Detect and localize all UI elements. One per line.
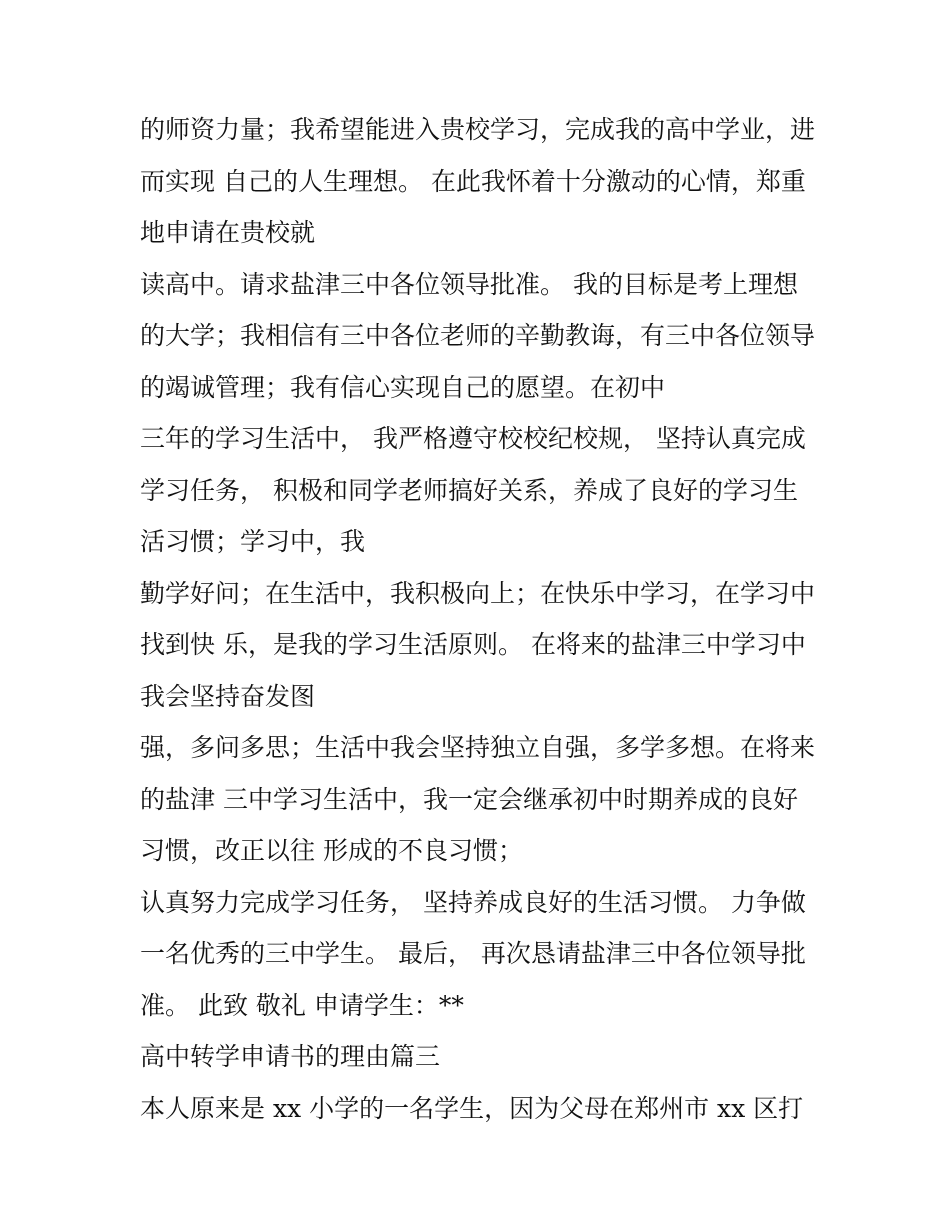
text-line: 读高中。请求盐津三中各位领导批准。 我的目标是考上理想 [140,269,798,299]
text-line: 习惯，改正以往 形成的不良习惯； [140,836,523,865]
text-line: 地申请在贵校就 [140,218,316,247]
text-line: 认真努力完成学习任务， 坚持养成良好的生活习惯。 力争做 [140,887,806,917]
text-line: 我会坚持奋发图 [140,681,316,711]
text-line: 三年的学习生活中， 我严格遵守校校纪校规， 坚持认真完成 [140,424,806,453]
text-line: 的大学；我相信有三中各位老师的辛勤教诲，有三中各位领导 [140,321,816,350]
text-line: 准。 此致 敬礼 申请学生：** [140,990,464,1020]
document-body [140,104,830,1134]
text-line: 勤学好问；在生活中，我积极向上；在快乐中学习，在学习中 [140,578,816,608]
text-line: 而实现 自己的人生理想。 在此我怀着十分激动的心情，郑重 [140,166,806,196]
text-line: 一名优秀的三中学生。 最后， 再次恳请盐津三中各位领导批 [140,939,806,968]
text-line: 的盐津 三中学习生活中，我一定会继承初中时期养成的良好 [140,784,798,814]
text-line: 找到快 乐，是我的学习生活原则。 在将来的盐津三中学习中 [140,630,806,659]
section-heading: 高中转学申请书的理由篇三 [140,1042,441,1071]
text-line: 的竭诚管理；我有信心实现自己的愿望。在初中 [140,372,666,402]
text-line: 学习任务， 积极和同学老师搞好关系，养成了良好的学习生 [140,475,798,505]
text-line: 强，多问多思；生活中我会坚持独立自强，多学多想。在将来 [140,733,816,762]
text-line: 本人原来是 xx 小学的一名学生，因为父母在郑州市 xx 区打 [140,1093,804,1123]
text-line: 活习惯；学习中，我 [140,527,366,556]
text-line: 的师资力量；我希望能进入贵校学习，完成我的高中学业，进 [140,115,816,144]
